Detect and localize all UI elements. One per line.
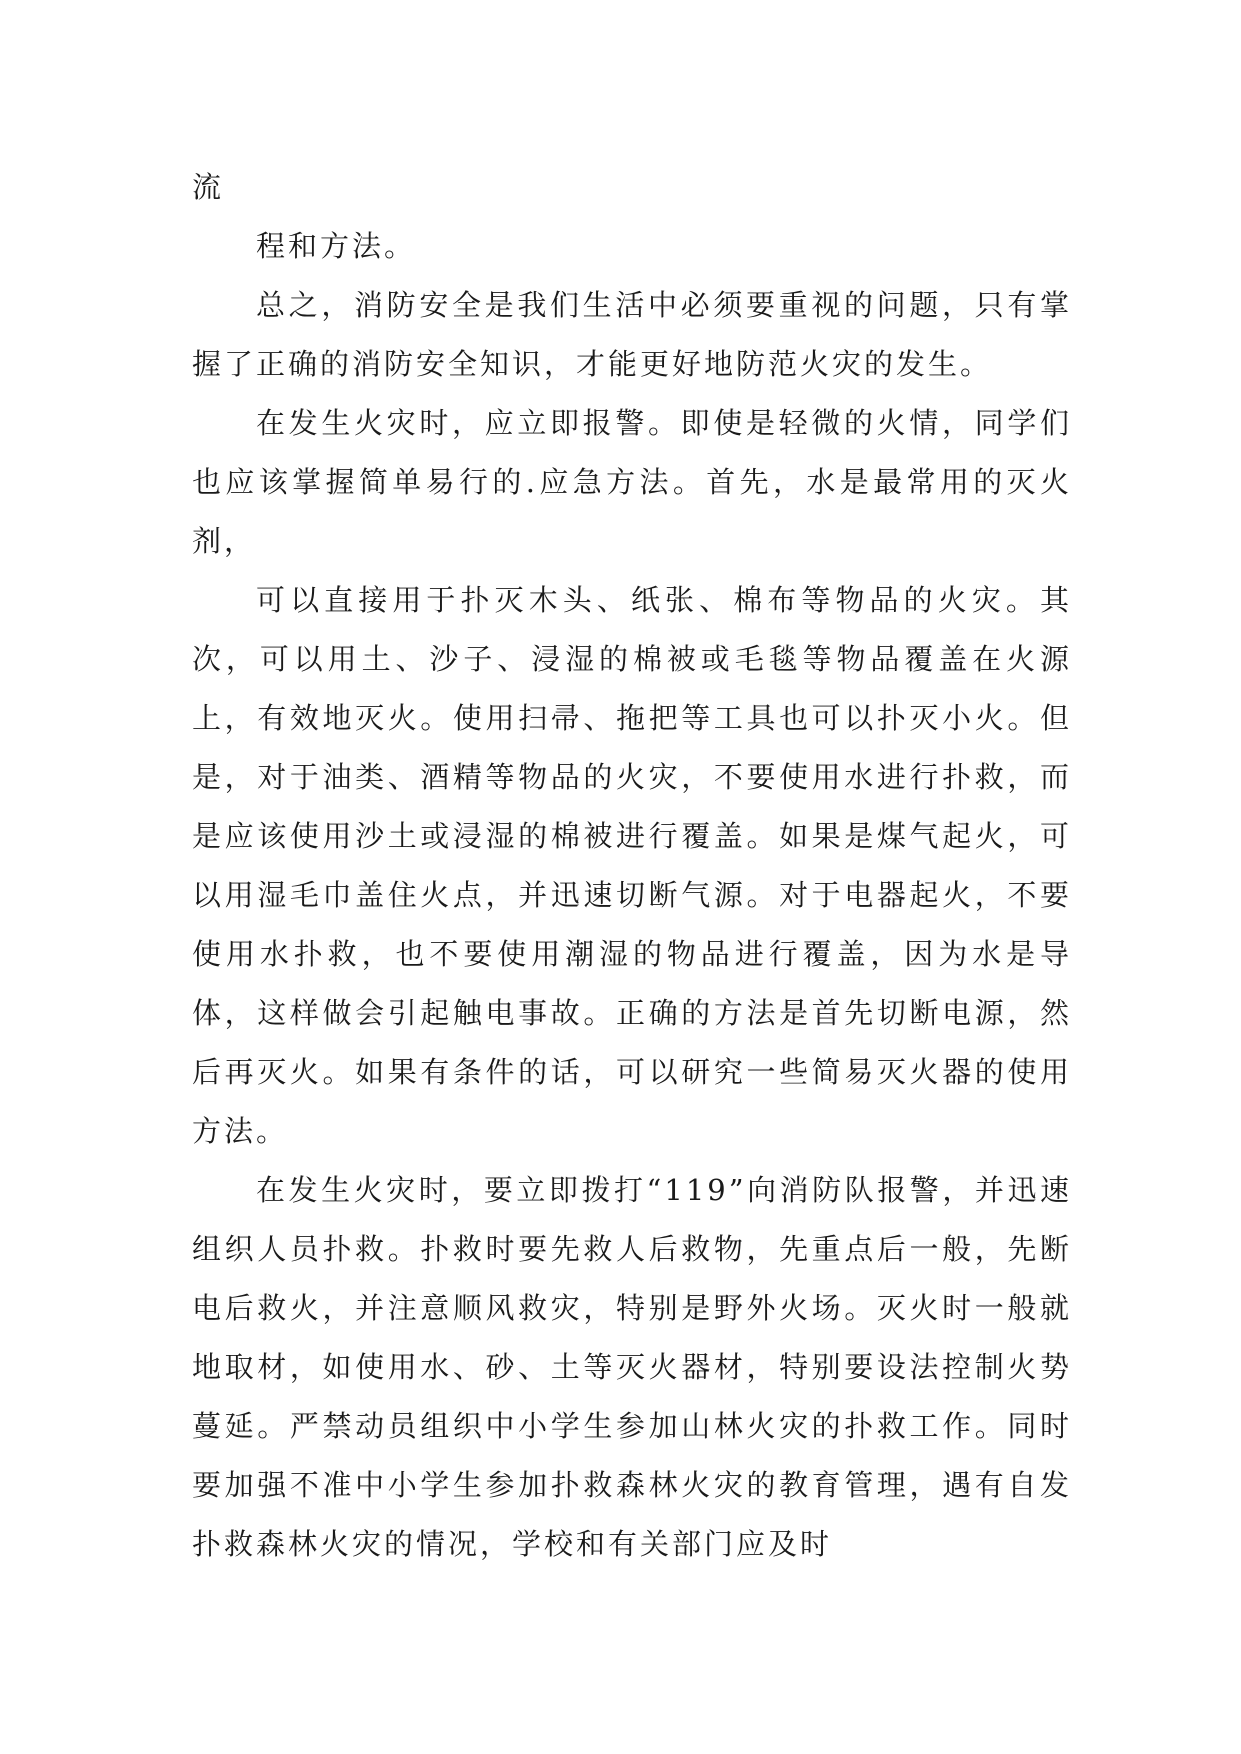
paragraph: 流 [192, 170, 225, 204]
paragraph: 在发生火灾时，应立即报警。即使是轻微的火情，同学们也应该掌握简单易行的.应急方法。首先，水是最常用的灭火剂， [192, 406, 1072, 558]
paragraph: 可以直接用于扑灭木头、纸张、棉布等物品的火灾。其次，可以用土、沙子、浸湿的棉被或毛毯等物品覆盖在火源上，有效地灭火。使用扫帚、拖把等工具也可以扑灭小火。但是，对于油类、酒精等物品的火灾，不要使用水进行扑救，而是应该使用沙土或浸湿的棉被进行覆盖。如果是煤气起火，可以用湿毛巾盖住火点，并迅速切断气源。对于电器起火，不要使用水扑救，也不要使用潮湿的物品进行覆盖，因为水是导体，这样做会引起触电事故。正确的方法是首先切断电源，然后再灭火。如果有条件的话，可以研究一些简易灭火器的使用方法。 [192, 583, 1072, 1148]
paragraph: 程和方法。 [256, 229, 417, 263]
paragraph: 在发生火灾时，要立即拨打“119”向消防队报警，并迅速组织人员扑救。扑救时要先救人后救物，先重点后一般，先断电后救火，并注意顺风救灾，特别是野外火场。灭火时一般就地取材，如使用水、砂、土等灭火器材，特别要设法控制火势蔓延。严禁动员组织中小学生参加山林火灾的扑救工作。同时要加强不准中小学生参加扑救森林火灾的教育管理，遇有自发扑救森林火灾的情况，学校和有关部门应及时 [192, 1173, 1072, 1561]
paragraph: 总之，消防安全是我们生活中必须要重视的问题，只有掌握了正确的消防安全知识，才能更好地防范火灾的发生。 [192, 288, 1072, 381]
document-body [192, 158, 1072, 1574]
